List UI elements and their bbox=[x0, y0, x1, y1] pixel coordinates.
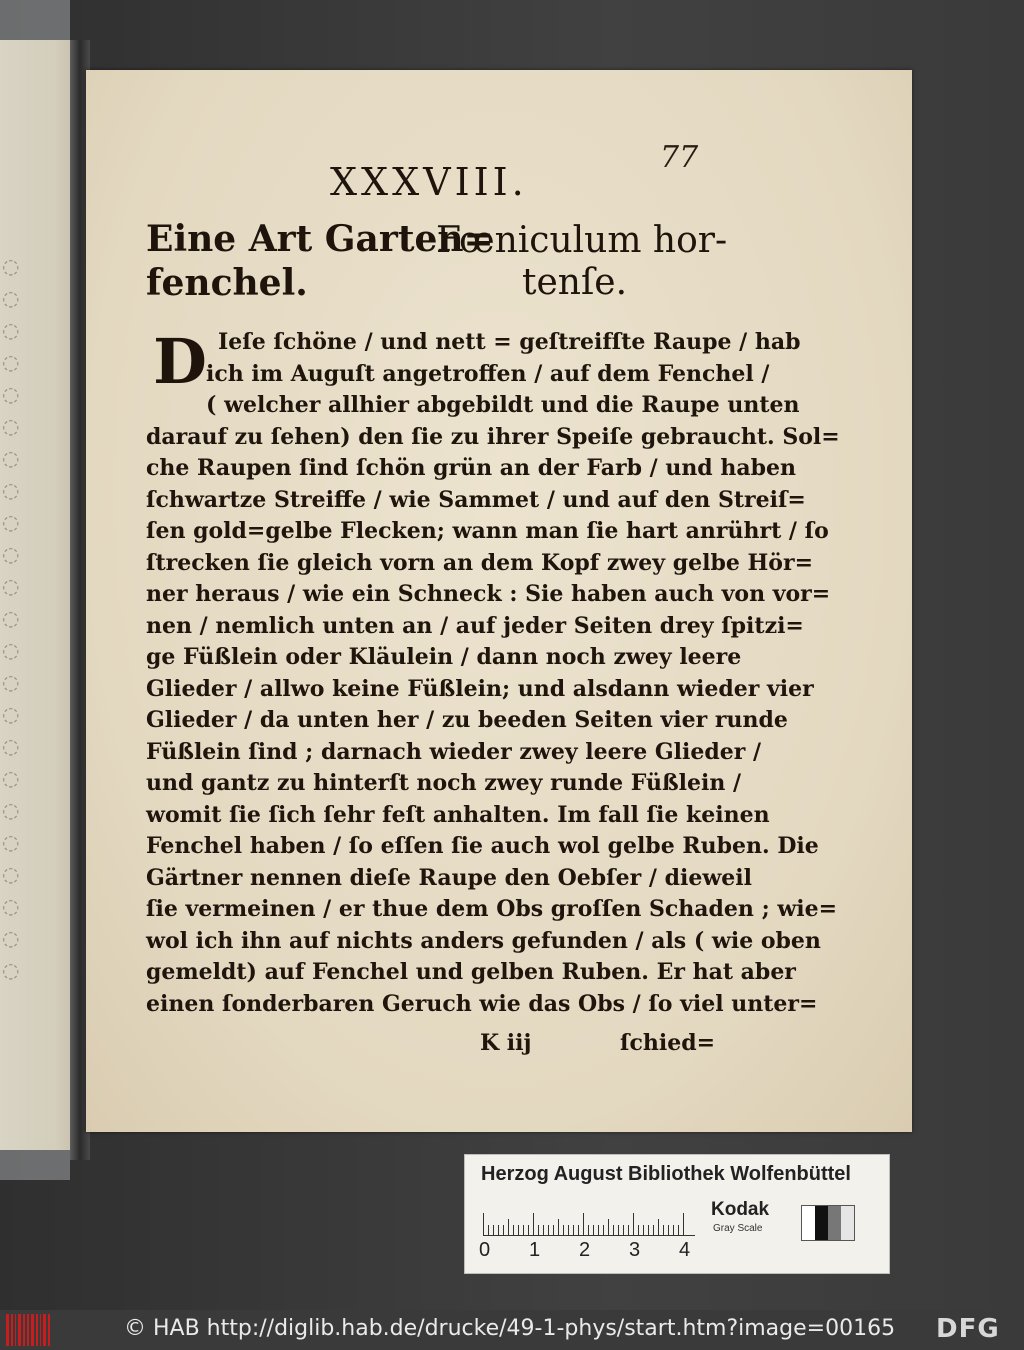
decorated-initial: D bbox=[153, 325, 207, 398]
ruler-tick bbox=[618, 1225, 619, 1235]
text-line: ich im Auguſt angetroffen / auf dem Fenchel / bbox=[206, 360, 770, 387]
ruler-tick bbox=[573, 1225, 574, 1235]
ruler-tick bbox=[583, 1213, 584, 1235]
text-line: gemeldt) auf Fenchel und gelben Ruben. Er hat aber bbox=[146, 959, 796, 985]
ruler-tick bbox=[658, 1219, 659, 1235]
ruler-tick bbox=[598, 1225, 599, 1235]
ruler-tick bbox=[673, 1225, 674, 1235]
text-line: Glieder / da unten her / zu beeden Seiten vier runde bbox=[146, 707, 788, 733]
swatch bbox=[841, 1206, 854, 1240]
german-title-line-1: Eine Art Garten= bbox=[146, 218, 494, 260]
ruler-tick bbox=[553, 1225, 554, 1235]
gray-swatches bbox=[801, 1205, 855, 1241]
text-line: ſchwartze Streiffe / wie Sammet / und auf den Streiſ= bbox=[146, 486, 806, 513]
ruler-tick bbox=[558, 1219, 559, 1235]
ruler-tick bbox=[603, 1225, 604, 1235]
ruler-number: 0 bbox=[479, 1239, 491, 1261]
ruler-tick bbox=[503, 1225, 504, 1235]
text-line: Fenchel haben / ſo eſſen ſie auch wol gelbe Ruben. Die bbox=[146, 833, 819, 859]
ruler-tick bbox=[498, 1225, 499, 1235]
ruler-tick bbox=[678, 1225, 679, 1235]
ruler-tick bbox=[538, 1225, 539, 1235]
dfg-logo: DFG bbox=[936, 1314, 1000, 1344]
ruler-tick bbox=[623, 1225, 624, 1235]
ruler-tick bbox=[533, 1213, 534, 1235]
catchword: ſchied= bbox=[620, 1030, 716, 1056]
ruler-tick bbox=[663, 1225, 664, 1235]
ruler-tick bbox=[613, 1225, 614, 1235]
ruler-numbers bbox=[479, 1239, 709, 1263]
ruler-tick bbox=[593, 1225, 594, 1235]
ruler-tick bbox=[683, 1213, 684, 1235]
ruler-tick bbox=[518, 1225, 519, 1235]
ruler-tick bbox=[543, 1225, 544, 1235]
german-title-line-2: fenchel. bbox=[146, 262, 308, 304]
text-line: nen / nemlich unten an / auf jeder Seiten drey ſpitzi= bbox=[146, 612, 804, 639]
ruler-tick bbox=[488, 1225, 489, 1235]
chapter-heading: XXXVIII. bbox=[330, 160, 528, 204]
viewer-footer bbox=[0, 1310, 1024, 1350]
signature-mark: K iij bbox=[480, 1030, 532, 1056]
ruler-tick bbox=[483, 1213, 484, 1235]
ruler-tick bbox=[548, 1225, 549, 1235]
body-text bbox=[146, 327, 840, 1020]
gray-scale-caption: Gray Scale bbox=[713, 1223, 763, 1234]
scale-ruler bbox=[483, 1201, 695, 1236]
ruler-tick bbox=[568, 1225, 569, 1235]
ruler-tick bbox=[588, 1225, 589, 1235]
text-line: ner heraus / wie ein Schneck : Sie haben auch von vor= bbox=[146, 581, 831, 607]
text-line: einen ſonderbaren Geruch wie das Obs / ſo viel unter= bbox=[146, 990, 818, 1017]
text-line: Ieſe ſchöne / und nett = geſtreifſte Raupe / hab bbox=[218, 329, 801, 355]
ruler-tick bbox=[628, 1225, 629, 1235]
swatch bbox=[828, 1206, 841, 1240]
ruler-tick bbox=[653, 1225, 654, 1235]
text-line: wol ich ihn auf nichts anders gefunden / als ( wie oben bbox=[146, 927, 821, 954]
ruler-tick bbox=[528, 1225, 529, 1235]
text-line: Glieder / allwo keine Füßlein; und alsdann wieder vier bbox=[146, 675, 814, 702]
text-line: che Raupen ſind ſchön grün an der Farb / und haben bbox=[146, 455, 796, 481]
ruler-number: 4 bbox=[679, 1239, 691, 1261]
ruler-tick bbox=[633, 1213, 634, 1235]
library-color-target-label bbox=[464, 1154, 890, 1274]
ruler-tick bbox=[638, 1225, 639, 1235]
ruler-tick bbox=[668, 1225, 669, 1235]
text-line: womit ſie ſich ſehr feſt anhalten. Im fall ſie keinen bbox=[146, 801, 770, 828]
ruler-number: 2 bbox=[579, 1239, 591, 1261]
ruler-tick bbox=[508, 1219, 509, 1235]
left-page-bleed-marks: ◌ ◌ ◌ ◌ ◌ ◌ ◌ ◌ ◌ ◌ ◌ ◌ ◌ ◌ ◌ ◌ ◌ ◌ ◌ ◌ ◌ ◌ ◌ bbox=[2, 254, 20, 982]
text-line: Füßlein ſind ; darnach wieder zwey leere Glieder / bbox=[146, 738, 762, 765]
hab-barcode-icon bbox=[6, 1314, 50, 1346]
ruler-tick bbox=[608, 1219, 609, 1235]
glass-plate-reflection bbox=[0, 0, 70, 1180]
library-name: Herzog August Bibliothek Wolfenbüttel bbox=[481, 1163, 851, 1185]
ruler-tick bbox=[648, 1225, 649, 1235]
page-number: 77 bbox=[660, 140, 699, 175]
ruler-tick bbox=[513, 1225, 514, 1235]
copyright-link[interactable]: © HAB http://diglib.hab.de/drucke/49-1-phys/start.htm?image=00165 bbox=[124, 1316, 896, 1341]
text-line: und gantz zu hinterſt noch zwey runde Füßlein / bbox=[146, 770, 742, 796]
latin-title-line-1: Fœniculum hor- bbox=[436, 220, 728, 261]
ruler-number: 1 bbox=[529, 1239, 541, 1261]
text-line: ſie vermeinen / er thue dem Obs groſſen Schaden ; wie= bbox=[146, 896, 838, 922]
latin-title-line-2: tenſe. bbox=[522, 262, 628, 303]
swatch bbox=[815, 1206, 828, 1240]
text-line: ſtrecken ſie gleich vorn an dem Kopf zwey gelbe Hör= bbox=[146, 549, 814, 576]
ruler-tick bbox=[523, 1225, 524, 1235]
text-line: Gärtner nennen dieſe Raupe den Oebſer / dieweil bbox=[146, 864, 752, 891]
text-line: ge Füßlein oder Kläulein / dann noch zwey leere bbox=[146, 644, 742, 670]
ruler-tick bbox=[578, 1225, 579, 1235]
swatch bbox=[802, 1206, 815, 1240]
ruler-tick bbox=[643, 1225, 644, 1235]
ruler-tick bbox=[493, 1225, 494, 1235]
text-line: ſen gold=gelbe Flecken; wann man ſie hart anrührt / ſo bbox=[146, 518, 829, 544]
ruler-tick bbox=[563, 1225, 564, 1235]
text-line: ( welcher allhier abgebildt und die Raupe unten bbox=[206, 392, 800, 418]
text-line: darauf zu ſehen) den ſie zu ihrer Speiſe gebraucht. Sol= bbox=[146, 423, 840, 450]
kodak-brand: Kodak bbox=[711, 1199, 770, 1220]
ruler-number: 3 bbox=[629, 1239, 641, 1261]
